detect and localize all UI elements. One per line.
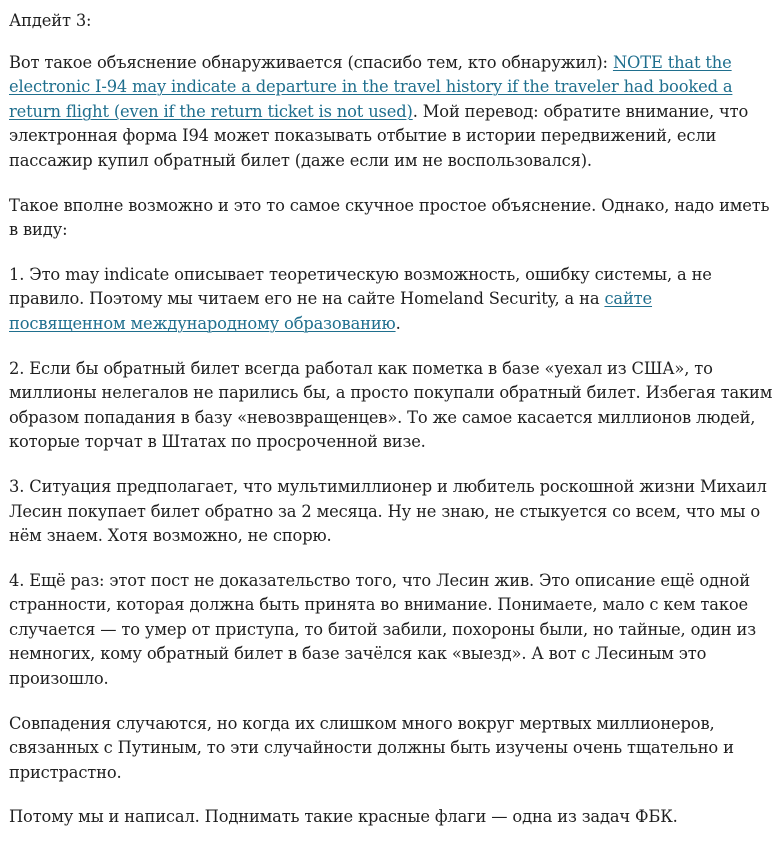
update-heading: Апдейт 3: (9, 11, 92, 30)
paragraph-point-3: 3. Ситуация предполагает, что мультимиллионер и любитель роскошной жизни Михаил Лесин покупает билет обратно за 2 месяца. Ну не знаю, не стыкуется со всем, что мы о нём знаем. Хотя возможно, не спорю. (9, 476, 767, 546)
paragraph-however: Такое вполне возможно и это то самое скучное простое объяснение. Однако, надо иметь в виду: (9, 195, 770, 240)
paragraph-point-1-lead: 1. Это may indicate описывает теоретическую возможность, ошибку системы, а не правило. Поэтому мы читаем его не на сайте Homeland Security, а на (9, 264, 712, 309)
paragraph-explanation (9, 51, 773, 174)
education-site-link[interactable]: сайте посвященном международному образованию (9, 289, 653, 333)
paragraph-explanation-lead: Вот такое объяснение обнаруживается (спасибо тем, кто обнаружил): (9, 52, 613, 72)
paragraph-explanation-translation: . Мой перевод: обратите внимание, что электронная форма I94 может показывать отбытие в истории передвижений, если пассажир купил обратный билет (даже если им не воспользовался). (9, 101, 749, 170)
article-body (9, 0, 773, 850)
uscis-note-link[interactable]: NOTE that the electronic I-94 may indicate a departure in the travel history if the traveler had booked a return flight (even if the return ticket is not used) (9, 52, 733, 121)
paragraph-point-4: 4. Ещё раз: этот пост не доказательство того, что Лесин жив. Это описание ещё одной странности, которая должна быть принята во внимание. Понимаете, мало с кем такое случается — то умер от приступа, то битой забили, похороны были, но тайные, один из немногих, кому обратный билет в базе зачёлся как «выезд». А вот с Лесиным это произошло. (9, 570, 756, 689)
paragraph-point-1 (9, 263, 773, 337)
paragraph-point-1-end: . (395, 313, 401, 333)
paragraph-conclusion: Потому мы и написал. Поднимать такие красные флаги — одна из задач ФБК. (9, 807, 678, 827)
paragraph-point-2: 2. Если бы обратный билет всегда работал как пометка в базе «уехал из США», то миллионы нелегалов не парились бы, а просто покупали обратный билет. Избегая таким образом попадания в базу «невозвращенцев». То же самое касается миллионов людей, которые торчат в Штатах по просроченной визе. (9, 358, 773, 452)
paragraph-coincidences: Совпадения случаются, но когда их слишком много вокруг мертвых миллионеров, связанных с Путиным, то эти случайности должны быть изучены очень тщательно и пристрастно. (9, 713, 734, 782)
